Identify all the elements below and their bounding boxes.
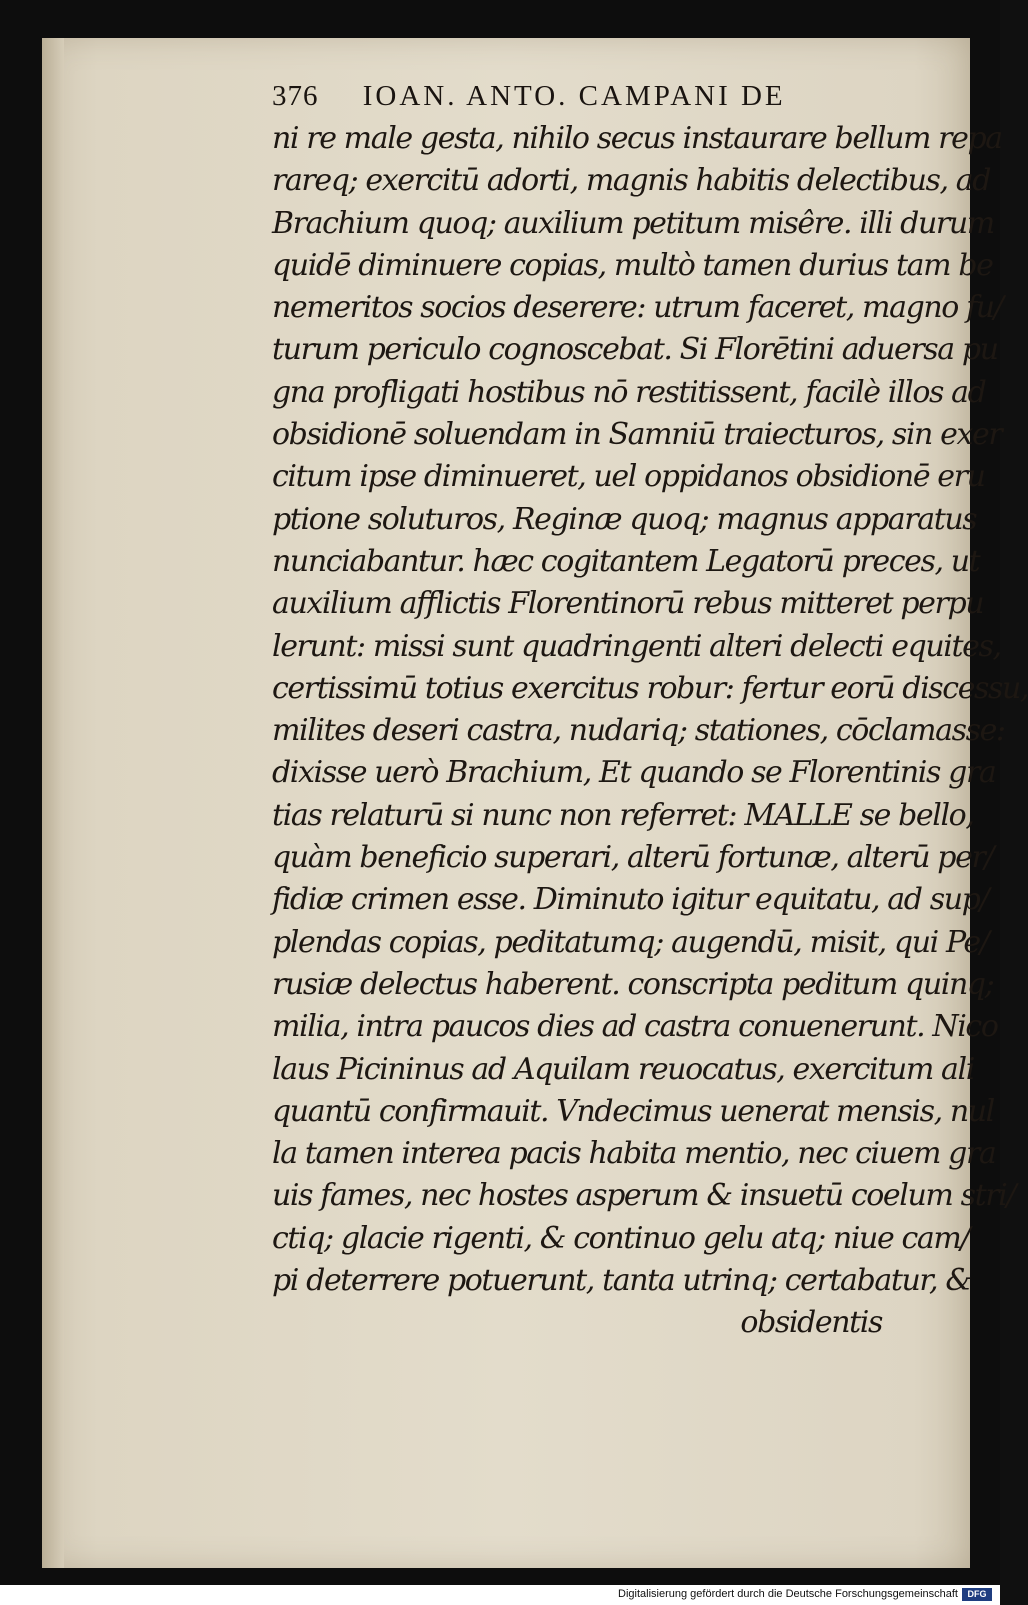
page-number: 376 xyxy=(272,80,319,112)
text-line: nemeritos socios deserere: utrum faceret, magno fu/ xyxy=(272,290,1003,326)
text-line: nunciabantur. hæc cogitantem Legatorū preces, ut xyxy=(272,543,980,579)
page-gutter-edge xyxy=(42,38,64,1568)
text-line: obsidionē soluendam in Samniū traiecturos, sin exer xyxy=(272,417,1002,453)
text-line: quàm beneficio superari, alterū fortunæ, alterū per/ xyxy=(272,840,994,876)
text-line: ptione soluturos, Reginæ quoq; magnus apparatus xyxy=(272,501,977,537)
text-line: tias relaturū si nunc non referret: MALLE se bello, xyxy=(272,797,974,833)
text-line: auxilium afflictis Florentinorū rebus mitteret perpu xyxy=(272,586,984,622)
text-line: la tamen interea pacis habita mentio, nec ciuem gra xyxy=(272,1136,996,1172)
text-line: fidiæ crimen esse. Diminuto igitur equitatu, ad sup/ xyxy=(272,882,989,918)
running-head xyxy=(272,80,832,120)
text-line: Brachium quoq; auxilium petitum misêre. illi durum xyxy=(272,205,994,241)
dfg-logo: DFG xyxy=(962,1588,992,1601)
text-line: milia, intra paucos dies ad castra conuenerunt. Nico xyxy=(272,1009,998,1045)
text-line: citum ipse diminueret, uel oppidanos obsidionē eru xyxy=(272,459,985,495)
catchword: obsidentis xyxy=(740,1305,882,1341)
text-line: rareq; exercitū adorti, magnis habitis delectibus, ad xyxy=(272,163,991,199)
text-line: uis fames, nec hostes asperum & insuetū coelum stri/ xyxy=(272,1178,1016,1214)
running-title: IOAN. ANTO. CAMPANI DE xyxy=(362,80,786,112)
text-line: lerunt: missi sunt quadringenti alteri delecti equites, xyxy=(272,628,1001,664)
text-line: dixisse uerò Brachium, Et quando se Florentinis gra xyxy=(272,755,996,791)
body-text xyxy=(272,118,1028,1345)
text-line: pi deterrere potuerunt, tanta utrinq; certabatur, & xyxy=(272,1263,971,1299)
text-line: rusiæ delectus haberent. conscripta peditum quinq; xyxy=(272,966,994,1002)
text-line: ni re male gesta, nihilo secus instaurare bellum repa xyxy=(272,121,1002,156)
text-line: ctiq; glacie rigenti, & continuo gelu atq; niue cam/ xyxy=(272,1220,970,1256)
funding-credit: Digitalisierung gefördert durch die Deutsche Forschungsgemeinschaft xyxy=(618,1588,958,1600)
text-line: turum periculo cognoscebat. Si Florētini aduersa pu xyxy=(272,332,998,368)
text-line: laus Picininus ad Aquilam reuocatus, exercitum ali xyxy=(272,1051,974,1087)
text-line: plendas copias, peditatumq; augendū, misit, qui Pe/ xyxy=(272,924,989,960)
text-line: certissimū totius exercitus robur: fertur eorū discessu, xyxy=(272,670,1028,706)
text-line: quantū confirmauit. Vndecimus uenerat mensis, nul xyxy=(272,1093,994,1129)
text-line: gna profligati hostibus nō restitissent, facilè illos ad xyxy=(272,374,986,410)
text-line: milites deseri castra, nudariq; stationes, cōclamasse: xyxy=(272,713,1005,749)
text-line: quidē diminuere copias, multò tamen durius tam be xyxy=(272,247,993,283)
